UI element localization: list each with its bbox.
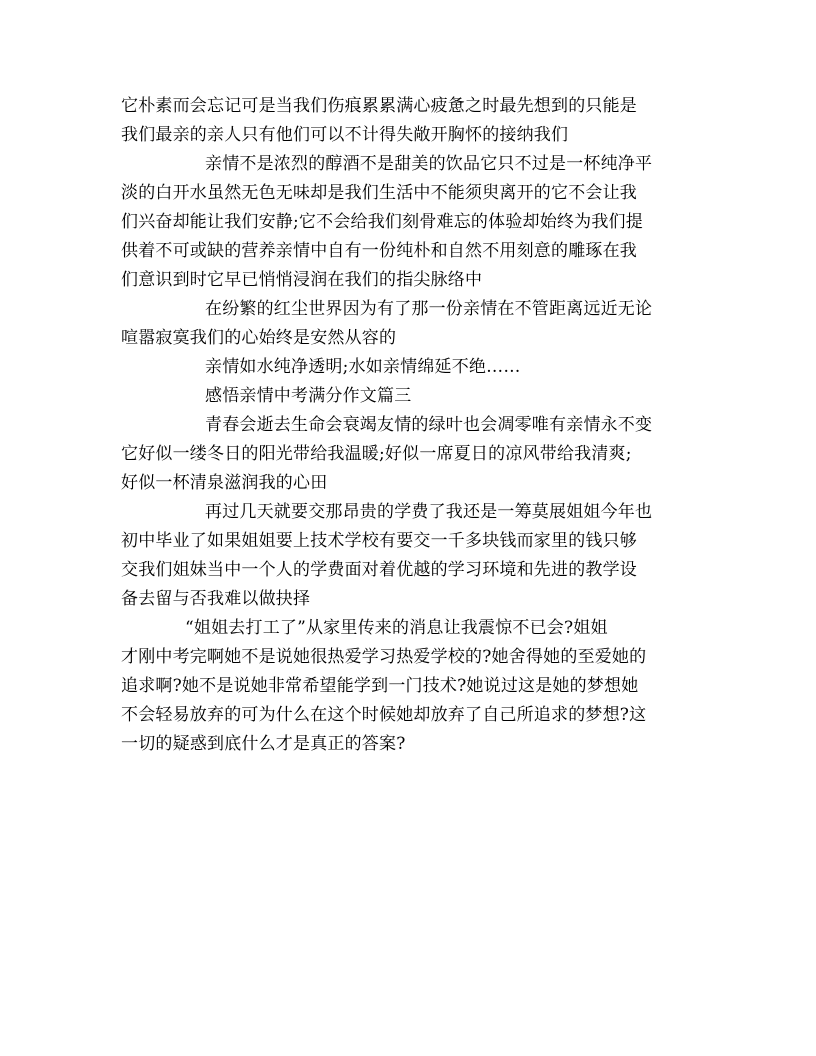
text-line: 初中毕业了如果姐姐要上技术学校有要交一千多块钱而家里的钱只够 [121, 531, 637, 551]
text-line: 交我们姐妹当中一个人的学费面对着优越的学习环境和先进的教学设 [121, 560, 637, 580]
text-line: 一切的疑惑到底什么才是真正的答案? [121, 734, 406, 754]
paragraph-start-line: 青春会逝去生命会衰竭友情的绿叶也会凋零唯有亲情永不变 [205, 415, 653, 435]
text-line: 我们最亲的亲人只有他们可以不计得失敞开胸怀的接纳我们 [121, 125, 569, 145]
text-line: 它好似一缕冬日的阳光带给我温暖;好似一席夏日的凉风带给我清爽; [121, 444, 632, 464]
document-body [121, 92, 701, 759]
text-line: 追求啊?她不是说她非常希望能学到一门技术?她说过这是她的梦想她 [121, 676, 639, 696]
paragraph-start-line: “姐姐去打工了”从家里传来的消息让我震惊不已会?姐姐 [185, 618, 608, 638]
text-line: 们兴奋却能让我们安静;它不会给我们刻骨难忘的体验却始终为我们提 [121, 212, 643, 232]
text-line: 淡的白开水虽然无色无味却是我们生活中不能须臾离开的它不会让我 [121, 183, 637, 203]
section-heading: 感悟亲情中考满分作文篇三 [205, 386, 412, 406]
text-line: 它朴素而会忘记可是当我们伤痕累累满心疲惫之时最先想到的只能是 [121, 96, 637, 116]
text-line: 供着不可或缺的营养亲情中自有一份纯朴和自然不用刻意的雕琢在我 [121, 241, 637, 261]
text-line: 喧嚣寂寞我们的心始终是安然从容的 [121, 328, 397, 348]
text-line: 备去留与否我难以做抉择 [121, 589, 311, 609]
text-line: 不会轻易放弃的可为什么在这个时候她却放弃了自己所追求的梦想?这 [121, 705, 647, 725]
paragraph-start-line: 再过几天就要交那昂贵的学费了我还是一筹莫展姐姐今年也 [205, 502, 653, 522]
text-line: 才刚中考完啊她不是说她很热爱学习热爱学校的?她舍得她的至爱她的 [121, 647, 647, 667]
text-line: 好似一杯清泉滋润我的心田 [121, 473, 328, 493]
text-line: 们意识到时它早已悄悄浸润在我们的指尖脉络中 [121, 270, 483, 290]
paragraph-start-line: 亲情不是浓烈的醇酒不是甜美的饮品它只不过是一杯纯净平 [205, 154, 653, 174]
paragraph-start-line: 在纷繁的红尘世界因为有了那一份亲情在不管距离远近无论 [205, 299, 653, 319]
paragraph-start-line: 亲情如水纯净透明;水如亲情绵延不绝…… [205, 357, 521, 377]
